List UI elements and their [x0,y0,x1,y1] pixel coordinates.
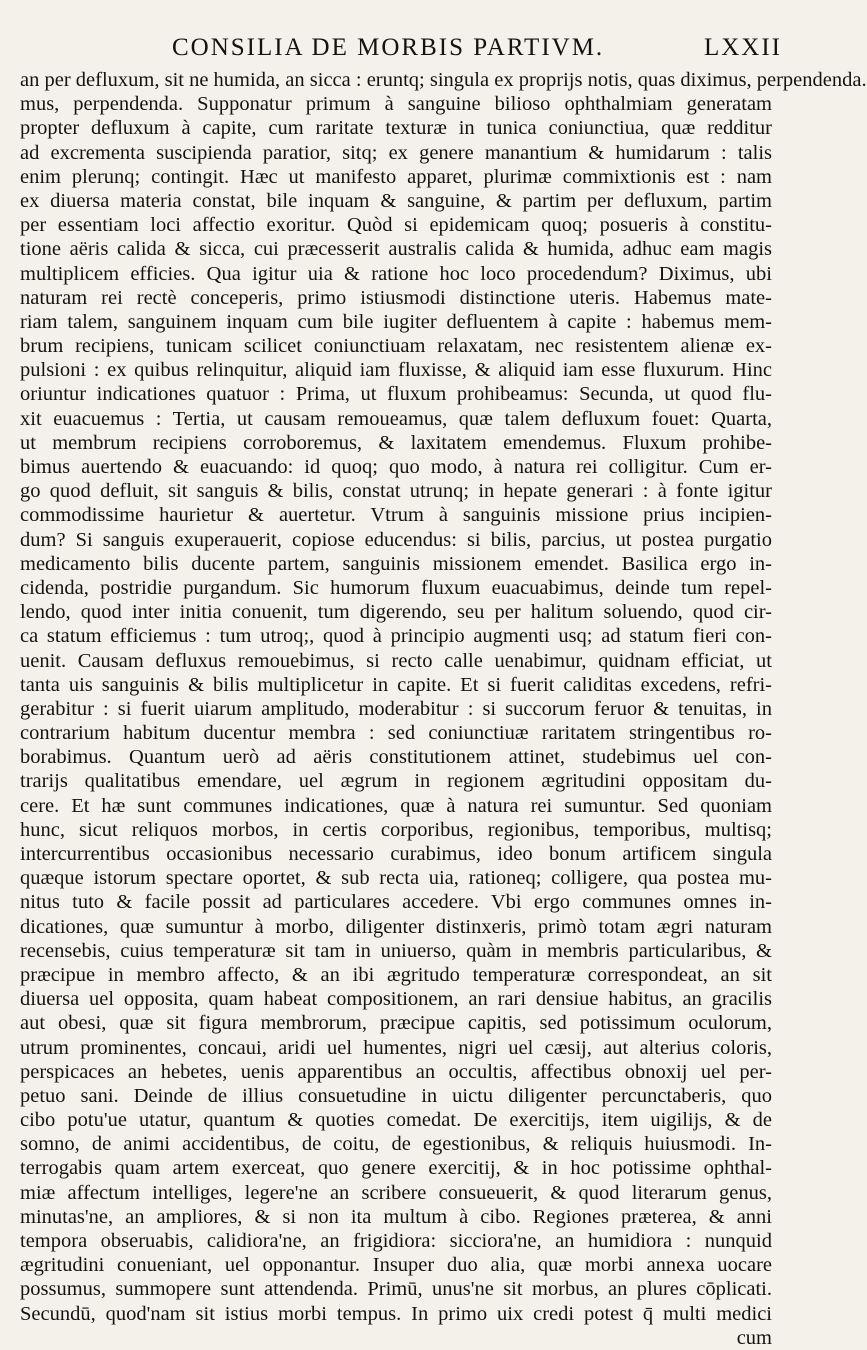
text-line: Secundū, quod'nam sit istius morbi tempus. In primo uix credi potest q̄ multi medici [20,1302,772,1325]
text-line: cidenda, postridie purgandum. Sic humorum fluxum euacuabimus, deinde tum repel- [20,576,772,599]
text-line: cere. Et hæ sunt communes indicationes, quæ à natura rei sumuntur. Sed quoniam [20,794,772,817]
text-line: tanta uis sanguinis & bilis multiplicetur in capite. Et si fuerit caliditas excedens, refri- [20,673,772,696]
folio-number: LXXII [703,34,782,61]
text-line: medicamento bilis ducente partem, sanguinis missionem emendet. Basilica ergo in- [20,552,772,575]
text-line: dicationes, quæ sumuntur à morbo, diligenter distinxeris, primò totam ægri naturam [20,915,772,938]
text-line: tempora obseruabis, calidiora'ne, an frigidiora: sicciora'ne, an humidiora : nunquid [20,1230,772,1252]
text-line: trarijs qualitatibus emendare, uel ægrum in regionem ægritudini oppositam du- [20,770,772,793]
text-line: oriuntur indicationes quatuor : Prima, ut fluxum prohibeamus: Secunda, ut quod flu- [20,383,772,406]
text-line: somno, de animi accidentibus, de coitu, de egestionibus, & reliquis huiusmodi. In- [20,1133,772,1156]
text-line: bimus auertendo & euacuando: id quoq; quo modo, à natura rei colligitur. Cum er- [20,456,772,478]
text-line: utrum prominentes, concaui, aridi uel humentes, nigri uel cæsij, aut alterius coloris, [20,1036,772,1059]
text-line: ægritudini conueniant, uel opponantur. Insuper duo alia, quæ morbi annexa uocare [20,1254,772,1277]
text-line: enim plerunq; contingit. Hæc ut manifesto apparet, plurimæ commixtionis est : nam [20,165,772,188]
text-line: præcipue in membro affecto, & an ibi ægritudo temperaturæ correspondeat, an sit [20,963,772,986]
text-line: tione aëris calida & sicca, cui præcesserit australis calida & humida, adhuc eam magis [20,238,772,261]
text-line: xit euacuemus : Tertia, ut causam remoueamus, quæ talem defluxum fouet: Quarta, [20,407,772,430]
text-line: dum? Si sanguis exuperauerit, copiose educendus: si bilis, parcius, ut postea purgatio [20,528,772,551]
text-line: brum recipiens, tunicam scilicet coniunctiuam relaxatam, nec resistentem alienæ ex- [20,335,772,358]
text-line: lendo, quod inter initia conuenit, tum digerendo, seu per halitum soluendo, quod cir- [20,601,772,624]
text-line: possumus, summopere sunt attendenda. Primū, unus'ne sit morbus, an plures cōplicati. [20,1278,772,1301]
text-line: nitus tuto & facile possit ad particulares accedere. Vbi ergo communes omnes in- [20,891,772,914]
catchword: cum [736,1326,772,1349]
text-line: intercurrentibus occasionibus necessario curabimus, ideo bonum artificem singula [20,843,772,865]
text-line: petuo sani. Deinde de illius consuetudine in uictu diligenter percunctaberis, quo [20,1084,772,1107]
text-line: quæque istorum spectare oportet, & sub recta uia, rationeq; colligere, qua postea mu- [20,867,772,890]
text-line: naturam rei rectè conceperis, primo istiusmodi distinctione uteris. Habemus mate- [20,286,772,309]
text-line: borabimus. Quantum uerò ad aëris constitutionem attinet, studebimus uel con- [20,746,772,769]
text-line: cibo potu'ue utatur, quantum & quoties comedat. De exercitijs, item uigilijs, & de [20,1109,772,1132]
text-line: minutas'ne, an ampliores, & si non ita multum à cibo. Regiones præterea, & anni [20,1205,772,1228]
text-line: ut membrum recipiens corroboremus, & laxitatem emendemus. Fluxum prohibe- [20,431,772,454]
text-line: miæ affectum intelliges, legere'ne an scribere consueuerit, & quod literarum genus, [20,1181,772,1204]
text-line: commodissime haurietur & auertetur. Vtrum à sanguinis missione prius incipien- [20,504,772,527]
text-line: an per defluxum, sit ne humida, an sicca : eruntq; singula ex proprijs notis, quas diximus, perpendenda. [20,69,867,91]
text-line: pulsioni : ex quibus relinquitur, aliquid iam fluxisse, & aliquid iam esse fluxurum. Hinc [20,359,772,382]
text-line: uenit. Causam defluxus remouebimus, si recto calle uenabimur, quidnam efficiat, ut [20,649,772,672]
text-line: mus, perpendenda. Supponatur primum à sanguine bilioso ophthalmiam generatam [20,93,772,116]
text-line: ca statum efficiemus : tum utroq;, quod à principio augmenti usq; ad statum fieri con- [20,625,772,648]
text-line: gerabitur : si fuerit uiarum amplitudo, moderabitur : si succorum feruor & tenuitas, in [20,697,772,720]
text-line: aut obesi, quæ sit figura membrorum, præcipue capitis, sed potissimum oculorum, [20,1012,772,1035]
text-line: terrogabis quam artem exerceat, quo genere exercitij, & in hoc potissime ophthal- [20,1157,772,1180]
text-line: go quod defluit, sit sanguis & bilis, constat utrunq; in hepate generari : à fonte igitur [20,480,772,503]
text-line: recensebis, cuius temperaturæ sit tam in uniuerso, quàm in membris particularibus, & [20,939,772,962]
text-line: ad excrementa suscipienda paratior, sitq; ex genere manantium & humidarum : talis [20,141,772,164]
text-line: hunc, sicut reliquos morbos, in certis corporibus, regionibus, temporibus, multisq; [20,818,772,841]
text-line: riam talem, sanguinem inquam cum bile iugiter defluentem à capite : habemus mem- [20,310,772,333]
text-line: ex diuersa materia constat, bile inquam & sanguine, & partim per defluxum, partim [20,189,772,212]
text-body [20,68,867,1350]
text-line: diuersa uel opposita, quam habeat compositionem, an rari densiue habitus, an gracilis [20,988,772,1011]
text-line: multiplicem efficies. Qua igitur uia & ratione hoc loco procedendum? Diximus, ubi [20,262,772,285]
running-title: CONSILIA DE MORBIS PARTIVM. [172,34,605,61]
text-line: per essentiam loci affectio exoritur. Quòd si epidemicam quoq; posueris à constitu- [20,214,772,237]
text-line: propter defluxum à capite, cum raritate texturæ in tunica coniunctiua, quæ redditur [20,117,772,140]
text-line: perspicaces an hebetes, uenis apparentibus an occultis, affectibus obnoxij uel per- [20,1060,772,1083]
text-line: contrarium habitum ducentur membra : sed coniunctiuæ raritatem stringentibus ro- [20,722,772,745]
